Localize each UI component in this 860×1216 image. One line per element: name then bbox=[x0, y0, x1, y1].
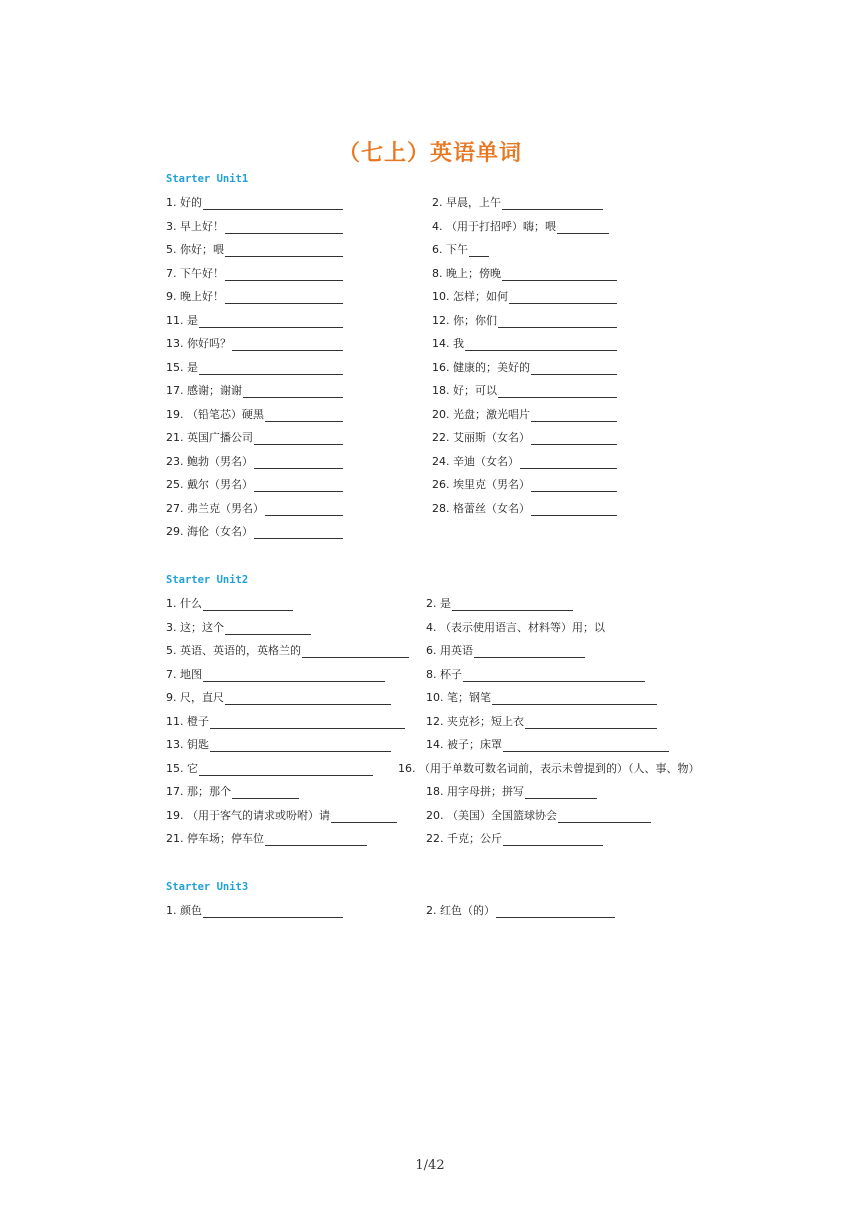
answer-blank[interactable] bbox=[302, 646, 409, 658]
vocab-item bbox=[432, 361, 617, 375]
vocab-prompt: 14. 被子；床罩 bbox=[426, 738, 502, 751]
vocab-prompt: 6. 用英语 bbox=[426, 644, 473, 657]
vocab-prompt: 28. 格蕾丝（女名） bbox=[432, 501, 530, 515]
answer-blank[interactable] bbox=[203, 198, 343, 210]
vocab-prompt: 6. 下午 bbox=[432, 243, 468, 256]
vocab-item bbox=[426, 832, 603, 846]
vocab-prompt: 1. 好的 bbox=[166, 196, 202, 209]
vocab-prompt: 9. 尺，直尺 bbox=[166, 691, 224, 704]
vocab-prompt: 12. 你；你们 bbox=[432, 313, 497, 327]
vocab-item bbox=[166, 785, 299, 799]
vocab-item bbox=[432, 455, 617, 469]
vocab-prompt: 9. 晚上好！ bbox=[166, 290, 224, 303]
vocab-item bbox=[426, 715, 657, 729]
vocab-prompt: 7. 地图 bbox=[166, 667, 202, 681]
vocab-item bbox=[166, 455, 343, 469]
answer-blank[interactable] bbox=[254, 433, 343, 445]
answer-blank[interactable] bbox=[331, 811, 397, 823]
vocab-item bbox=[432, 384, 617, 398]
vocab-item bbox=[166, 361, 343, 375]
vocab-prompt: 17. 感谢；谢谢 bbox=[166, 384, 242, 397]
answer-blank[interactable] bbox=[531, 480, 617, 492]
vocab-prompt: 18. 好；可以 bbox=[432, 384, 497, 397]
answer-blank[interactable] bbox=[498, 386, 617, 398]
vocab-item bbox=[166, 715, 405, 729]
answer-blank[interactable] bbox=[199, 764, 373, 776]
answer-blank[interactable] bbox=[203, 670, 385, 682]
answer-blank[interactable] bbox=[520, 457, 617, 469]
vocab-prompt: 19. （用于客气的请求或吩咐）请 bbox=[166, 808, 330, 822]
vocab-item bbox=[166, 196, 343, 210]
vocab-prompt: 8. 晚上；傍晚 bbox=[432, 266, 501, 280]
answer-blank[interactable] bbox=[531, 433, 617, 445]
vocab-item bbox=[166, 525, 343, 539]
vocab-prompt: 16. 健康的；美好的 bbox=[432, 360, 530, 374]
vocab-item bbox=[166, 337, 343, 351]
answer-blank[interactable] bbox=[503, 834, 603, 846]
vocab-item bbox=[426, 904, 615, 918]
vocab-prompt: 19. （铅笔芯）硬黑 bbox=[166, 407, 264, 421]
vocab-prompt: 11. 是 bbox=[166, 313, 198, 327]
vocab-prompt: 3. 早上好！ bbox=[166, 219, 224, 233]
answer-blank[interactable] bbox=[557, 222, 609, 234]
vocab-item bbox=[166, 502, 343, 516]
answer-blank[interactable] bbox=[210, 717, 405, 729]
vocab-item bbox=[166, 243, 343, 257]
vocab-prompt: 22. 艾丽斯（女名） bbox=[432, 431, 530, 444]
answer-blank[interactable] bbox=[474, 646, 585, 658]
answer-blank[interactable] bbox=[254, 457, 343, 469]
vocab-item bbox=[426, 597, 573, 611]
vocab-prompt: 8. 杯子 bbox=[426, 667, 462, 681]
answer-blank[interactable] bbox=[225, 693, 391, 705]
vocab-item bbox=[166, 904, 343, 918]
vocab-item bbox=[166, 431, 343, 445]
answer-blank[interactable] bbox=[558, 811, 651, 823]
vocab-item bbox=[432, 408, 617, 422]
vocab-prompt: 29. 海伦（女名） bbox=[166, 525, 253, 538]
vocab-item bbox=[166, 597, 293, 611]
answer-blank[interactable] bbox=[463, 670, 645, 682]
vocab-item bbox=[166, 668, 385, 682]
vocab-item bbox=[166, 314, 343, 328]
vocab-prompt: 16. （用于单数可数名词前，表示未曾提到的）（人、事、物） bbox=[398, 761, 700, 775]
answer-blank[interactable] bbox=[469, 245, 489, 257]
vocab-prompt: 12. 夹克衫；短上衣 bbox=[426, 714, 524, 728]
answer-blank[interactable] bbox=[203, 599, 293, 611]
vocab-item bbox=[432, 243, 489, 257]
vocab-item bbox=[166, 408, 343, 422]
answer-blank[interactable] bbox=[465, 339, 617, 351]
answer-blank[interactable] bbox=[492, 693, 657, 705]
vocab-item bbox=[432, 502, 617, 516]
vocab-item bbox=[166, 267, 343, 281]
answer-blank[interactable] bbox=[265, 504, 343, 516]
vocab-item bbox=[426, 809, 651, 823]
page-number: 1/42 bbox=[415, 1158, 445, 1173]
vocab-prompt: 26. 埃里克（男名） bbox=[432, 478, 530, 491]
answer-blank[interactable] bbox=[225, 292, 343, 304]
vocab-prompt: 22. 千克；公斤 bbox=[426, 832, 502, 845]
vocab-item bbox=[166, 691, 391, 705]
vocab-item bbox=[166, 644, 409, 658]
vocab-prompt: 24. 辛迪（女名） bbox=[432, 454, 519, 468]
answer-blank[interactable] bbox=[503, 740, 669, 752]
vocab-item bbox=[166, 809, 397, 823]
vocab-prompt: 21. 英国广播公司 bbox=[166, 431, 253, 444]
answer-blank[interactable] bbox=[243, 386, 343, 398]
vocab-item bbox=[432, 337, 617, 351]
vocab-prompt: 4. （用于打招呼）嗨；喂 bbox=[432, 219, 556, 233]
vocab-item bbox=[432, 478, 617, 492]
answer-blank[interactable] bbox=[498, 316, 617, 328]
vocab-prompt: 7. 下午好！ bbox=[166, 266, 224, 280]
answer-blank[interactable] bbox=[254, 480, 343, 492]
vocab-prompt: 2. 是 bbox=[426, 597, 451, 610]
answer-blank[interactable] bbox=[509, 292, 617, 304]
vocab-item bbox=[166, 621, 311, 635]
vocab-prompt: 21. 停车场；停车位 bbox=[166, 832, 264, 845]
answer-blank[interactable] bbox=[225, 269, 343, 281]
vocab-prompt: 27. 弗兰克（男名） bbox=[166, 501, 264, 515]
vocab-item bbox=[398, 762, 700, 776]
answer-blank[interactable] bbox=[225, 623, 311, 635]
vocab-item bbox=[432, 290, 617, 304]
vocab-prompt: 11. 橙子 bbox=[166, 714, 209, 728]
answer-blank[interactable] bbox=[232, 787, 299, 799]
answer-blank[interactable] bbox=[265, 834, 367, 846]
answer-blank[interactable] bbox=[525, 717, 657, 729]
vocab-item bbox=[426, 644, 585, 658]
vocab-item bbox=[166, 220, 343, 234]
vocab-prompt: 23. 鲍勃（男名） bbox=[166, 454, 253, 468]
vocab-item bbox=[166, 832, 367, 846]
answer-blank[interactable] bbox=[199, 316, 343, 328]
vocab-item bbox=[166, 738, 391, 752]
vocab-prompt: 14. 我 bbox=[432, 337, 464, 350]
vocab-item bbox=[166, 384, 343, 398]
page-title: （七上）英语单词 bbox=[337, 141, 522, 166]
answer-blank[interactable] bbox=[496, 906, 615, 918]
answer-blank[interactable] bbox=[210, 740, 391, 752]
vocab-prompt: 10. 笔；钢笔 bbox=[426, 691, 491, 704]
vocab-prompt: 2. 红色（的） bbox=[426, 904, 495, 917]
vocab-prompt: 3. 这；这个 bbox=[166, 620, 224, 634]
vocab-prompt: 20. （美国）全国篮球协会 bbox=[426, 808, 557, 822]
vocab-prompt: 1. 颜色 bbox=[166, 904, 202, 917]
unit-heading: Starter Unit2 bbox=[166, 574, 249, 586]
vocab-item bbox=[426, 785, 597, 799]
answer-blank[interactable] bbox=[254, 527, 343, 539]
vocab-item bbox=[166, 478, 343, 492]
unit-heading: Starter Unit1 bbox=[166, 173, 249, 185]
vocab-item bbox=[426, 621, 605, 635]
vocab-prompt: 13. 钥匙 bbox=[166, 738, 209, 751]
answer-blank[interactable] bbox=[502, 198, 603, 210]
vocab-item bbox=[426, 668, 645, 682]
vocab-item bbox=[432, 267, 617, 281]
answer-blank[interactable] bbox=[232, 339, 343, 351]
unit-heading: Starter Unit3 bbox=[166, 881, 249, 893]
vocab-prompt: 2. 早晨，上午 bbox=[432, 196, 501, 209]
answer-blank[interactable] bbox=[502, 269, 617, 281]
vocab-prompt: 20. 光盘；激光唱片 bbox=[432, 407, 530, 421]
vocab-prompt: 5. 英语、英语的，英格兰的 bbox=[166, 644, 301, 657]
answer-blank[interactable] bbox=[452, 599, 573, 611]
vocab-item bbox=[432, 220, 609, 234]
vocab-item bbox=[426, 691, 657, 705]
vocab-prompt: 17. 那；那个 bbox=[166, 785, 231, 798]
vocab-prompt: 4. （表示使用语言、材料等）用；以 bbox=[426, 620, 605, 634]
answer-blank[interactable] bbox=[531, 363, 617, 375]
vocab-item bbox=[166, 290, 343, 304]
vocab-item bbox=[432, 196, 603, 210]
answer-blank[interactable] bbox=[531, 410, 617, 422]
vocab-prompt: 13. 你好吗？ bbox=[166, 337, 231, 350]
vocab-prompt: 15. 是 bbox=[166, 360, 198, 374]
vocab-prompt: 1. 什么 bbox=[166, 597, 202, 610]
answer-blank[interactable] bbox=[265, 410, 343, 422]
answer-blank[interactable] bbox=[225, 245, 343, 257]
answer-blank[interactable] bbox=[203, 906, 343, 918]
answer-blank[interactable] bbox=[199, 363, 343, 375]
vocab-prompt: 25. 戴尔（男名） bbox=[166, 478, 253, 491]
answer-blank[interactable] bbox=[531, 504, 617, 516]
vocab-item bbox=[426, 738, 669, 752]
vocab-item bbox=[166, 762, 373, 776]
vocab-prompt: 15. 它 bbox=[166, 761, 198, 775]
answer-blank[interactable] bbox=[525, 787, 597, 799]
vocab-item bbox=[432, 314, 617, 328]
vocab-prompt: 5. 你好；喂 bbox=[166, 243, 224, 256]
answer-blank[interactable] bbox=[225, 222, 343, 234]
vocab-item bbox=[432, 431, 617, 445]
vocab-prompt: 10. 怎样；如何 bbox=[432, 290, 508, 303]
vocab-prompt: 18. 用字母拼；拼写 bbox=[426, 785, 524, 798]
